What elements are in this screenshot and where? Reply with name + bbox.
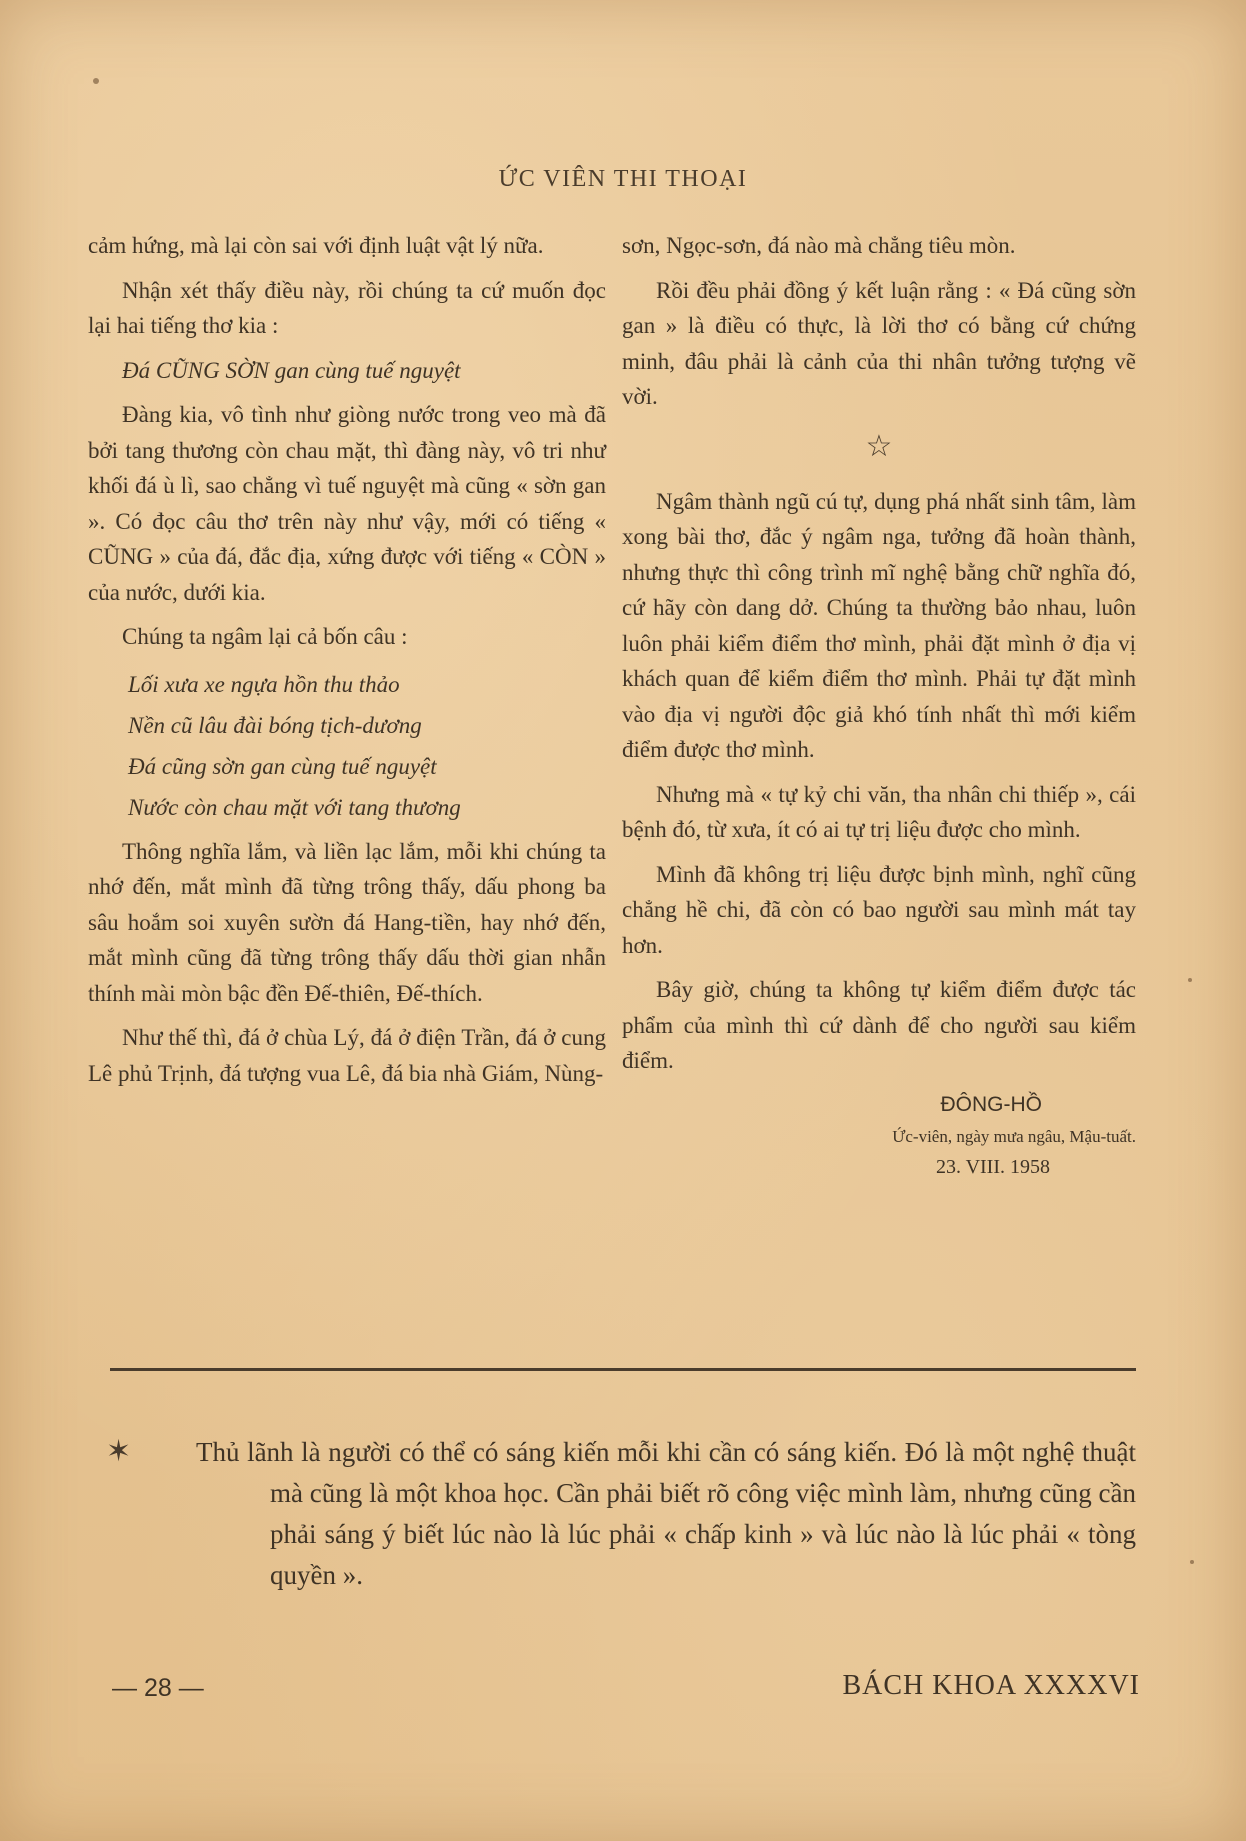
paragraph: Bây giờ, chúng ta không tự kiểm điểm được tác phẩm của mình thì cứ dành để cho người sau kiểm điểm. bbox=[622, 977, 1136, 1073]
paragraph: Nhưng mà « tự kỷ chi văn, tha nhân chi thiếp », cái bệnh đó, từ xưa, ít có ai tự trị liệu được cho mình. bbox=[622, 781, 1136, 842]
paragraph: Chúng ta ngâm lại cả bốn câu : bbox=[122, 624, 408, 649]
poem-line: Lối xưa xe ngựa hồn thu thảo bbox=[128, 671, 400, 697]
paragraph: sơn, Ngọc-sơn, đá nào mà chẳng tiêu mòn. bbox=[622, 233, 1016, 258]
poem-line: Đá cũng sờn gan cùng tuế nguyệt bbox=[128, 753, 437, 779]
left-column bbox=[88, 228, 606, 1100]
paragraph: Thông nghĩa lắm, và liền lạc lắm, mỗi khi chúng ta nhớ đến, mắt mình đã từng trông thấy, dấu phong ba sâu hoắm soi xuyên sườn đá Hang-tiền, hay nhớ đến, mắt mình cũng đã từng trông thấy dấu thời gian nhẫn thính mài mòn bậc đền Đế-thiên, Đế-thích. bbox=[88, 838, 606, 1006]
magazine-issue: BÁCH KHOA XXXXVI bbox=[842, 1670, 1140, 1701]
signature-place: Ức-viên, ngày mưa ngâu, Mậu-tuất. bbox=[892, 1126, 1136, 1146]
paragraph: Nhận xét thấy điều này, rồi chúng ta cứ muốn đọc lại hai tiếng thơ kia : bbox=[88, 277, 606, 338]
asterisk-icon: ✶ bbox=[106, 1434, 132, 1469]
poem-line: Nền cũ lâu đài bóng tịch-dương bbox=[128, 712, 422, 738]
page-number: — 28 — bbox=[112, 1674, 204, 1702]
section-divider bbox=[110, 1368, 1136, 1371]
paragraph: Đàng kia, vô tình như giòng nước trong veo mà đã bởi tang thương còn chau mặt, thì đàng này, vô tri như khối đá ù lì, sao chẳng vì tuế nguyệt mà cũng « sờn gan ». Có đọc câu thơ trên này như vậy, mới có tiếng « CŨNG » của đá, đắc địa, xứng được với tiếng « CÒN » của nước, dưới kia. bbox=[88, 402, 606, 605]
paragraph: Như thế thì, đá ở chùa Lý, đá ở điện Trần, đá ở cung Lê phủ Trịnh, đá tượng vua Lê, đá bia nhà Giám, Nùng- bbox=[88, 1025, 606, 1086]
quoted-verse-line: Đá CŨNG SỜN gan cùng tuế nguyệt bbox=[122, 357, 461, 383]
paper-speck bbox=[1188, 978, 1192, 982]
quote-text: Thủ lãnh là người có thể có sáng kiến mỗi khi cần có sáng kiến. Đó là một nghệ thuật mà cũng là một khoa học. Cần phải biết rõ công việc mình làm, nhưng cũng cần phải sáng ý biết lúc nào là lúc phải « chấp kinh » và lúc nào là lúc phải « tòng quyền ». bbox=[196, 1437, 1136, 1590]
poem-stanza bbox=[128, 664, 606, 828]
paragraph: Ngâm thành ngũ cú tự, dụng phá nhất sinh tâm, làm xong bài thơ, đắc ý ngâm nga, tưởng đã hoàn thành, nhưng thực thì công trình mĩ nghệ bằng chữ nghĩa đó, cứ hãy còn dang dở. Chúng ta thường bảo nhau, luôn luôn phải kiểm điểm thơ mình, phải đặt mình ở địa vị khách quan để kiểm điểm thơ mình. Phải tự đặt mình vào địa vị người độc giả khó tính nhất thì mới kiểm điểm được thơ mình. bbox=[622, 488, 1136, 762]
poem-line: Nước còn chau mặt với tang thương bbox=[128, 794, 461, 820]
right-column bbox=[622, 228, 1136, 1182]
paragraph: cảm hứng, mà lại còn sai với định luật vật lý nữa. bbox=[88, 233, 544, 258]
paragraph: Mình đã không trị liệu được bịnh mình, nghĩ cũng chẳng hề chi, đã còn có bao người sau mình mát tay hơn. bbox=[622, 861, 1136, 958]
paragraph: Rồi đều phải đồng ý kết luận rằng : « Đá cũng sờn gan » là điều có thực, là lời thơ có bằng cứ chứng minh, đâu phải là cảnh của thi nhân tưởng tượng vẽ vời. bbox=[622, 277, 1136, 409]
paper-speck bbox=[1190, 1560, 1194, 1564]
paper-speck bbox=[93, 78, 99, 84]
footer-quote bbox=[106, 1432, 1136, 1596]
running-title: ỨC VIÊN THI THOẠI bbox=[498, 166, 748, 192]
author-signature: ĐÔNG-HỒ bbox=[940, 1092, 1042, 1116]
signature-date: 23. VIII. 1958 bbox=[935, 1155, 1050, 1178]
star-separator-icon: ☆ bbox=[865, 429, 893, 463]
